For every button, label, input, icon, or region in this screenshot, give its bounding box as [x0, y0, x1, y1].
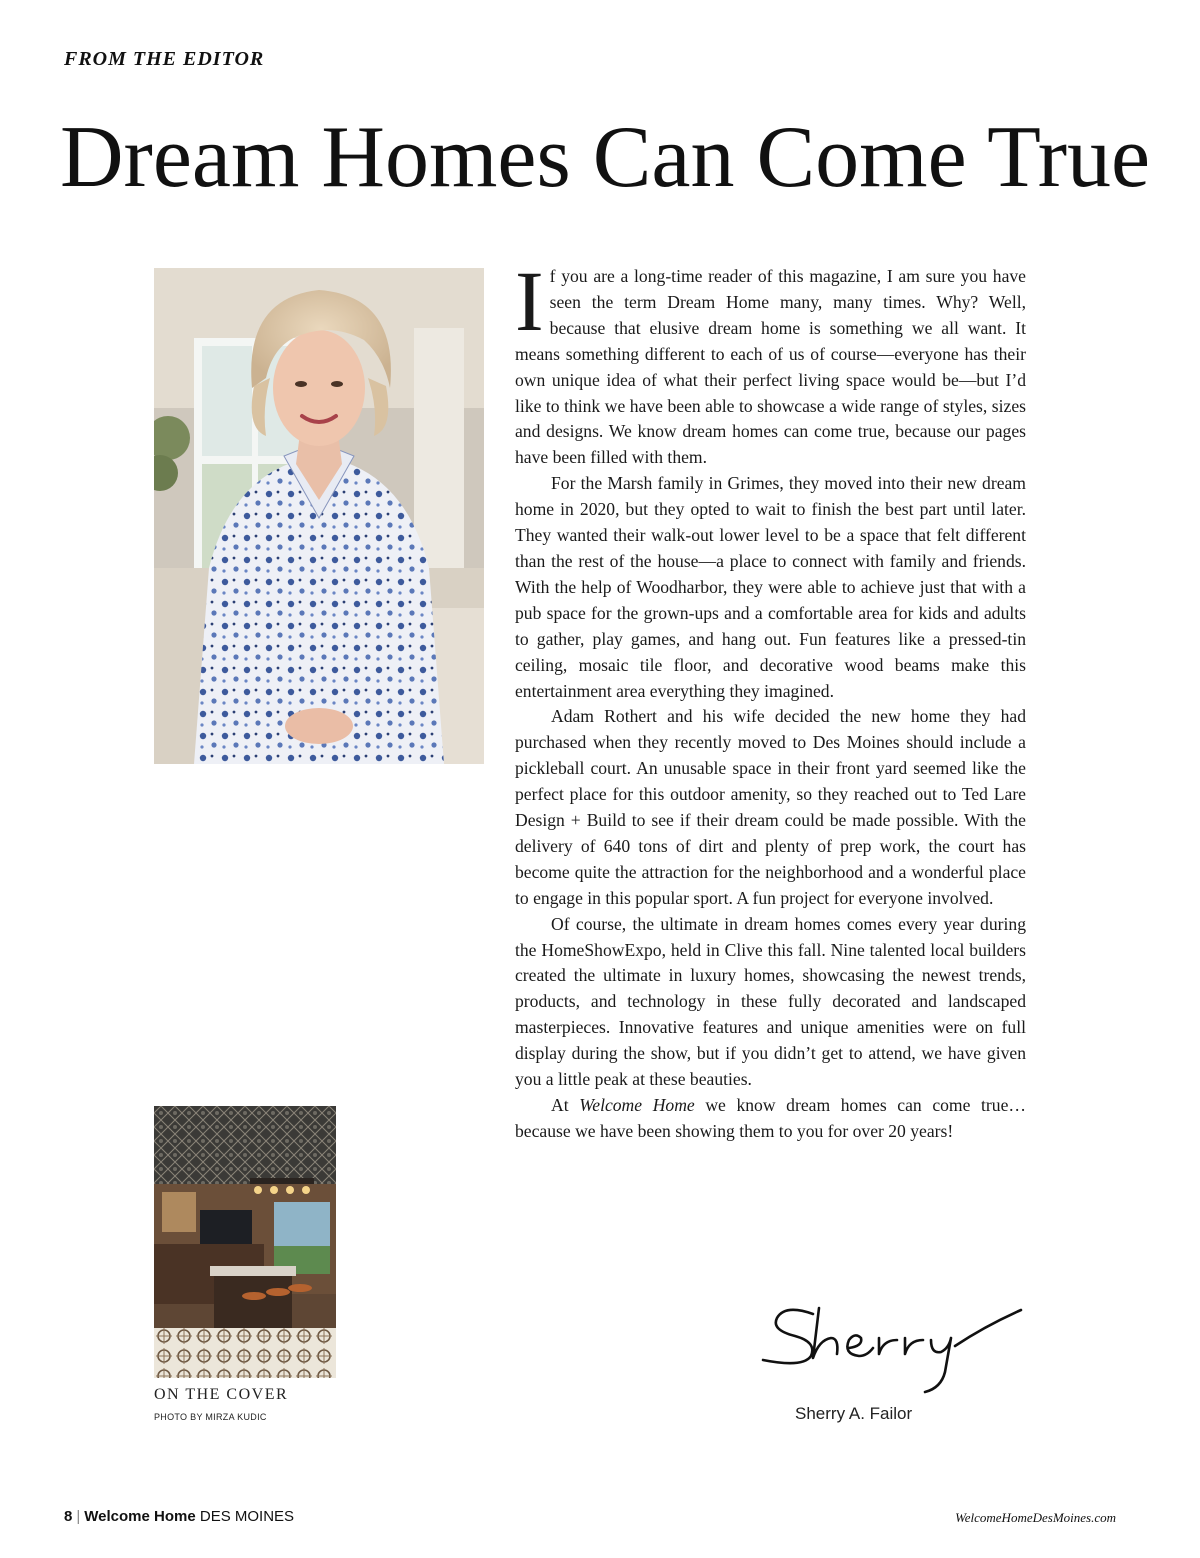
magazine-name: Welcome Home — [579, 1095, 695, 1115]
article-paragraph-3: Adam Rothert and his wife decided the new home they had purchased when they recently moved to Des Moines should include a pickleball court. An unusable space in their front yard seemed like the perfect place for this outdoor amenity, so they reached out to Ted Lare Design + Build to see if their dream could be made possible. With the delivery of 640 tons of dirt and plenty of prep work, the court has become quite the attraction for the neighborhood and a wonderful place to engage in this popular sport. A fun project for everyone involved. — [515, 706, 1026, 908]
article-paragraph-2: For the Marsh family in Grimes, they moved into their new dream home in 2020, but they opted to wait to finish the best part until later. They wanted their walk-out lower level to be a space that felt different than the rest of the house—a place to connect with family and friends. With the help of Woodharbor, they were able to achieve just that with a pub space for the grown-ups and a comfortable area for kids and adults to gather, play games, and hang out. Fun features like a pressed-tin ceiling, mosaic tile floor, and decorative wood beams make this entertainment area everything they imagined. — [515, 473, 1026, 701]
cover-kitchen-photo — [154, 1106, 336, 1378]
website-url: WelcomeHomeDesMoines.com — [955, 1510, 1116, 1525]
editor-portrait-photo — [154, 268, 484, 764]
editor-letter — [515, 253, 1026, 1145]
photo-credit: PHOTO BY MIRZA KUDIC — [154, 1412, 267, 1422]
drop-cap: I — [515, 253, 544, 349]
footer-folio — [64, 1508, 294, 1525]
folio-separator: | — [76, 1508, 81, 1525]
publication-name: Welcome Home — [84, 1508, 196, 1525]
page-number: 8 — [64, 1508, 73, 1525]
section-kicker: FROM THE EDITOR — [64, 48, 265, 70]
article-paragraph-4: Of course, the ultimate in dream homes comes every year during the HomeShowExpo, held in Clive this fall. Nine talented local builders created the ultimate in luxury homes, showcasing the newest trends, products, and technology in these fully decorated and landscaped masterpieces. Innovative features and unique amenities were on full display during the show, but if you didn’t get to attend, we have given you a little peak at these beauties. — [515, 913, 1026, 1090]
cover-caption-label: ON THE COVER — [154, 1386, 289, 1403]
article-paragraph-1 — [515, 253, 1026, 471]
publication-city: DES MOINES — [199, 1508, 295, 1525]
page-title: Dream Homes Can Come True — [60, 109, 1151, 206]
paragraph-text: f you are a long-time reader of this magazine, I am sure you have seen the term Dream Home many, many times. Why? Well, because that elusive dream home is something we all want. It means something different to each of us of course—everyone has their own unique idea of what their perfect living space would be—but I’d like to think we have been able to showcase a wide range of styles, sizes and designs. We know dream homes can come true, because our pages have been filled with them. — [515, 266, 1026, 468]
signature-name: Sherry A. Failor — [795, 1404, 913, 1423]
article-paragraph-5: At Welcome Home we know dream homes can come true… because we have been showing them to you for over 20 years! — [515, 1095, 1026, 1141]
handwritten-signature — [755, 1296, 1030, 1396]
